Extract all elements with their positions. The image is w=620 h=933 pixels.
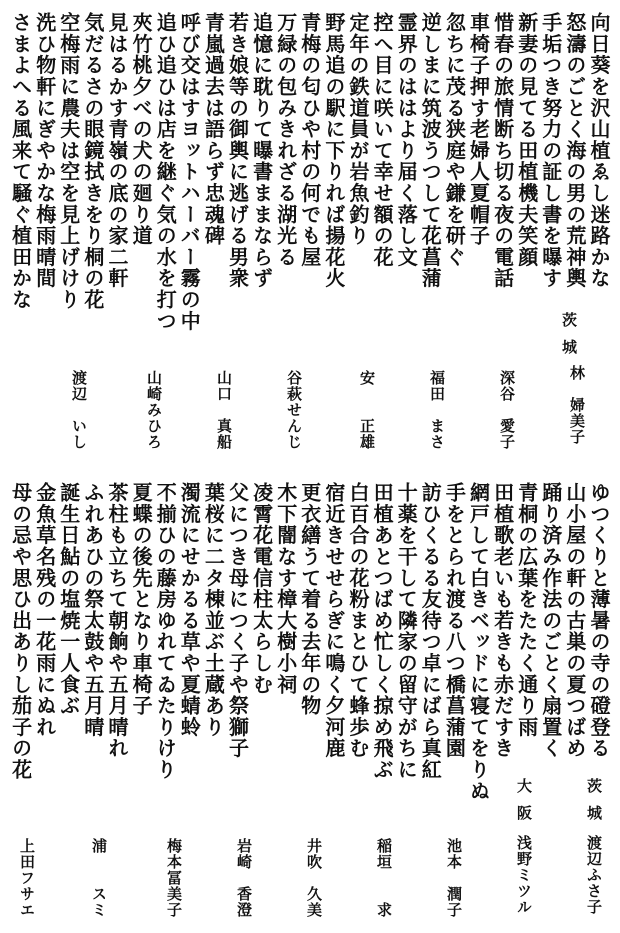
author-name: 岩崎 香澄 xyxy=(235,838,253,918)
top-location: 茨城 xyxy=(560,312,578,366)
author-name: 渡辺ふさ子 xyxy=(585,835,603,915)
author-name: 深谷 愛子 xyxy=(498,370,516,450)
haiku-line: 呼び交はすヨットハーバー霧の中 xyxy=(177,12,202,332)
author-name: 上田フサエ xyxy=(18,838,36,918)
haiku-line: 母の忌や思ひ出ありし茄子の花 xyxy=(8,482,33,781)
haiku-line: 訪ひくるる友待つ卓にばら真紅 xyxy=(418,482,443,781)
author-name: 山口 真船 xyxy=(215,370,233,450)
haiku-line: 夏蝶の後先となり車椅子 xyxy=(129,482,154,717)
author-name: 池本 潤子 xyxy=(445,838,463,918)
haiku-line: 木下闇なす樟大樹小祠 xyxy=(273,482,298,695)
haiku-line: 凌霄花電信柱太らしむ xyxy=(249,482,274,695)
haiku-line: 見はるかす青嶺の底の家二軒 xyxy=(105,12,129,289)
haiku-line: 控へ目に咲いて幸せ額の花 xyxy=(370,12,395,268)
haiku-line: ゆつくりと薄暑の寺の磴登る xyxy=(587,482,611,759)
haiku-line: 金魚草名残の一花雨にぬれ xyxy=(32,482,57,738)
haiku-line: 車椅子押す老婦人夏帽子 xyxy=(466,12,491,247)
haiku-line: 万緑の包みきれざる湖光る xyxy=(273,12,298,268)
haiku-line: 忽ちに茂る狭庭や鎌を研ぐ xyxy=(442,12,467,268)
haiku-line: 誕生日鮎の塩焼一人食ぶ xyxy=(56,482,81,717)
author-name: 林 婦美子 xyxy=(568,365,586,445)
haiku-line: 田植歌老いも若きも赤だすき xyxy=(490,482,515,759)
author-name: 稲垣 求 xyxy=(375,838,393,918)
author-name: 安 正雄 xyxy=(358,370,376,450)
author-name: 浅野ミツル xyxy=(515,835,533,915)
haiku-line: 空梅雨に農夫は空を見上げけり xyxy=(56,12,81,311)
haiku-line: 白百合の花粉まとひて蜂歩む xyxy=(346,482,370,759)
haiku-line: 定年の鉄道員が岩魚釣り xyxy=(346,12,370,247)
haiku-line: 野馬追の駅に下りれば揚花火 xyxy=(321,12,346,289)
haiku-line: 手をとられ渡る八つ橋菖蒲園 xyxy=(442,482,467,759)
author-name: 福田 まさ xyxy=(428,370,446,450)
haiku-line: 夾竹桃夕べの犬の廻り道 xyxy=(129,12,154,247)
haiku-line: 踊り済み作法のごとく扇置く xyxy=(538,482,563,759)
haiku-line: 霊界のははより届く落し文 xyxy=(394,12,419,268)
bottom-section xyxy=(0,470,620,933)
haiku-line: 宿近きせせらぎに鳴く夕河鹿 xyxy=(321,482,346,759)
author-name: 山崎みひろ xyxy=(145,370,163,450)
haiku-line: 青桐の広葉をたたく通り雨 xyxy=(514,482,539,738)
haiku-line: 逆しまに筑波うつして花菖蒲 xyxy=(418,12,443,289)
haiku-line: 追憶に耽りて曝書ままならず xyxy=(249,12,274,289)
author-name: 谷萩せんじ xyxy=(285,370,303,450)
author-name: 浦 スミ xyxy=(90,838,108,918)
haiku-line: さまよへる風来て騒ぐ植田かな xyxy=(8,12,33,311)
haiku-line: 若き娘等の御輿に逃げる男衆 xyxy=(225,12,250,289)
author-location: 大阪 xyxy=(515,778,533,832)
haiku-line: 新妻の見てる田植機夫笑顔 xyxy=(514,12,539,268)
haiku-line: 手垢つき努力の証し書を曝す xyxy=(538,12,563,289)
haiku-line: 濁流にせかるる草や夏蜻蛉 xyxy=(177,482,202,738)
haiku-line: 惜春の旅情断ち切る夜の電話 xyxy=(490,12,515,289)
haiku-line: 父につき母につく子や祭獅子 xyxy=(225,482,250,759)
haiku-line: 怒濤のごとく海の男の荒神輿 xyxy=(562,12,587,289)
haiku-line: ふれあひの祭太鼓や五月晴 xyxy=(80,482,105,738)
haiku-line: 追ひ追ひは店を継ぐ気の水を打つ xyxy=(153,12,178,332)
haiku-line: 田植あとつばめ忙しく掠め飛ぶ xyxy=(370,482,395,781)
haiku-line: 葉桜に二タ棟並ぶ土蔵あり xyxy=(201,482,226,738)
haiku-line: 網戸して白きベッドに寝てをりぬ xyxy=(466,482,491,802)
author-location: 茨城 xyxy=(585,778,603,832)
haiku-line: 山小屋の軒の古巣の夏つばめ xyxy=(562,482,587,759)
author-name: 井吹 久美 xyxy=(305,838,323,918)
haiku-line: 青嵐過去は語らず忠魂碑 xyxy=(201,12,226,247)
haiku-line: 洗ひ物軒にぎやかな梅雨晴間 xyxy=(32,12,57,289)
author-name: 渡辺 いし xyxy=(70,370,88,450)
haiku-line: 更衣繕うて着る去年の物 xyxy=(297,482,322,717)
haiku-line: 十薬を干して隣家の留守がちに xyxy=(394,482,419,781)
haiku-line: 茶柱も立ちて朝餉や五月晴れ xyxy=(105,482,129,759)
haiku-line: 不揃ひの藤房ゆれてゐたりけり xyxy=(153,482,178,781)
haiku-line: 青梅の匂ひや村の何でも屋 xyxy=(297,12,322,268)
top-section xyxy=(0,0,620,465)
haiku-line: 気だるさの眼鏡拭きをり桐の花 xyxy=(80,12,105,311)
author-name: 梅本冨美子 xyxy=(165,838,183,918)
haiku-line: 向日葵を沢山植ゑし迷路かな xyxy=(587,12,611,289)
